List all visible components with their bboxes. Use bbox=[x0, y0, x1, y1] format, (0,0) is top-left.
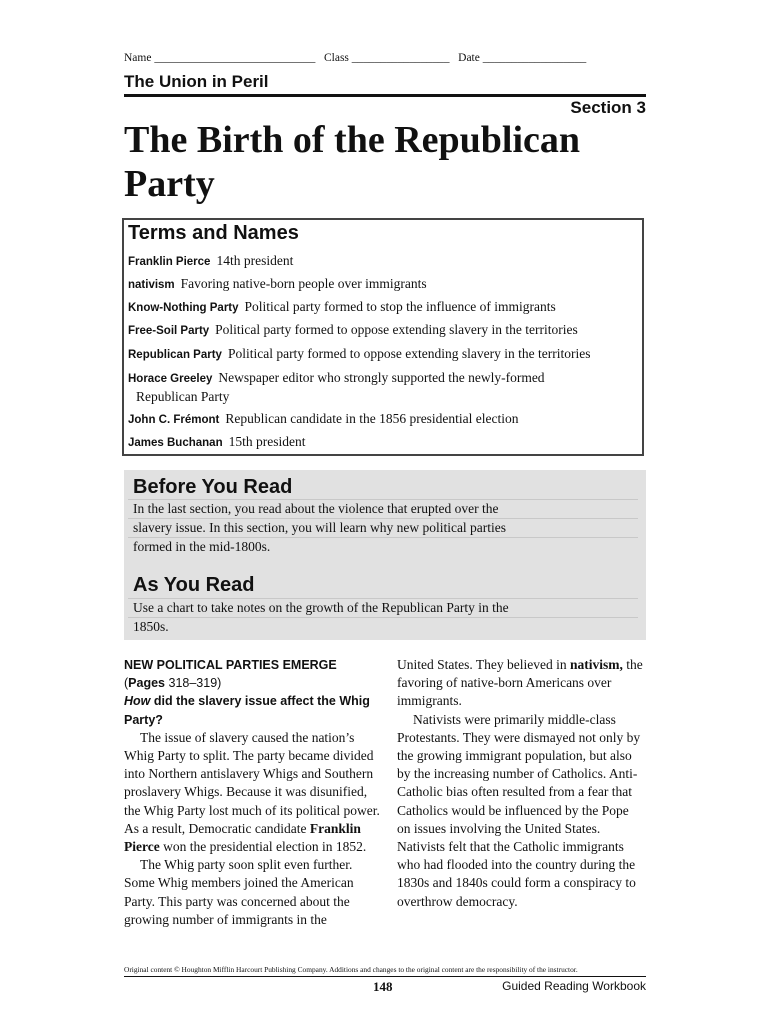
question-lead: How bbox=[124, 694, 151, 709]
section-label: Section 3 bbox=[570, 98, 646, 117]
unit-title: The Union in Peril bbox=[124, 72, 269, 91]
paragraph-text: The issue of slavery caused the nation’s Whig Party to split. The party became divided into Northern antislavery Whigs and Southern proslavery Whigs. Because it was disunified, the Whig Party lost much of its political power. As a result, Democratic candidate bbox=[124, 729, 380, 836]
paragraph-text: United States. They believed in bbox=[397, 657, 570, 672]
term-name: Free-Soil Party bbox=[128, 325, 210, 337]
class-field-label: Class _________________ bbox=[323, 52, 450, 64]
text-line: Use a chart to take notes on the growth of the Republican Party in the bbox=[133, 600, 509, 615]
term-name: Know-Nothing Party bbox=[128, 302, 239, 314]
term-free-soil-party bbox=[128, 321, 628, 340]
paragraph bbox=[124, 729, 386, 856]
title-line-1: The Birth of the Republican bbox=[124, 119, 581, 161]
term-name: John C. Frémont bbox=[128, 414, 220, 426]
page-number: 148 bbox=[373, 979, 393, 994]
key-term: Franklin Pierce bbox=[124, 820, 361, 855]
workbook-label: Guided Reading Workbook bbox=[502, 979, 646, 993]
term-know-nothing-party bbox=[128, 298, 628, 317]
paragraph: Nativists were primarily middle-class Protestants. They were dismayed not only by the growing immigrant population, but also by the increasing number of Catholics. Anti-Catholic bias often resulted from a fear that Catholics would be influenced by the Pope on issues involving the United States. Nativists felt that the Catholic immigrants who had flooded into the country during the 1830s and 1840s could form a conspiracy to overthrow democracy. bbox=[397, 711, 641, 909]
term-definition: 15th president bbox=[228, 434, 306, 449]
copyright-note: Original content © Houghton Mifflin Harcourt Publishing Company. Additions and changes to the original content are the responsibility of the instructor. bbox=[124, 965, 578, 974]
term-definition: Political party formed to stop the influence of immigrants bbox=[244, 299, 556, 314]
before-you-read-heading: Before You Read bbox=[133, 476, 293, 498]
term-name: Republican Party bbox=[128, 349, 222, 361]
term-name: Franklin Pierce bbox=[128, 256, 211, 268]
paragraph-text: the favoring of native-born Americans over immigrants. bbox=[397, 657, 643, 709]
guiding-question bbox=[124, 692, 386, 728]
header-fields bbox=[124, 52, 644, 64]
before-you-read-text bbox=[133, 499, 553, 556]
date-field-label: Date __________________ bbox=[458, 52, 587, 64]
pages-range: 318–319) bbox=[165, 676, 222, 691]
title-line-2: Party bbox=[124, 163, 215, 205]
term-republican-party bbox=[128, 345, 628, 364]
top-rule bbox=[124, 94, 646, 97]
term-definition: Political party formed to oppose extending slavery in the territories bbox=[227, 346, 591, 361]
term-james-buchanan bbox=[128, 433, 628, 452]
page-title bbox=[124, 118, 644, 206]
term-definition: Republican candidate in the 1856 presidential election bbox=[225, 411, 519, 426]
term-definition: 14th president bbox=[216, 253, 294, 268]
pages-label: Pages bbox=[128, 676, 166, 691]
term-name: James Buchanan bbox=[128, 437, 223, 449]
question-text: did the slavery issue affect the Whig Party? bbox=[124, 694, 370, 727]
term-definition: Newspaper editor who strongly supported the newly-formed bbox=[218, 370, 545, 385]
term-definition: Political party formed to oppose extending slavery in the territories bbox=[215, 322, 578, 337]
terms-heading: Terms and Names bbox=[128, 222, 299, 244]
term-definition: Favoring native-born people over immigrants bbox=[180, 276, 427, 291]
text-line: In the last section, you read about the violence that erupted over the bbox=[133, 501, 499, 516]
text-line: 1850s. bbox=[133, 619, 169, 634]
as-you-read-text bbox=[133, 598, 553, 636]
paragraph-text: won the presidential election in 1852. bbox=[159, 839, 367, 855]
right-column bbox=[397, 656, 645, 911]
term-definition-continued: Republican Party bbox=[136, 389, 230, 404]
term-horace-greeley bbox=[128, 369, 628, 406]
term-nativism bbox=[128, 275, 628, 294]
paragraph: The Whig party soon split even further. Some Whig members joined the American Party. This party was concerned about the growing number of immigrants in the bbox=[124, 857, 354, 927]
paragraph bbox=[397, 656, 645, 711]
section-heading: NEW POLITICAL PARTIES EMERGE bbox=[124, 658, 337, 672]
term-name: Horace Greeley bbox=[128, 373, 213, 385]
key-term: nativism, bbox=[569, 657, 623, 672]
pages-prefix: ( bbox=[124, 676, 129, 691]
left-column bbox=[124, 656, 386, 929]
term-john-fremont bbox=[128, 410, 628, 429]
as-you-read-heading: As You Read bbox=[133, 574, 255, 596]
term-name: nativism bbox=[128, 279, 175, 291]
bottom-rule bbox=[124, 976, 646, 977]
text-line: formed in the mid-1800s. bbox=[133, 539, 271, 554]
term-franklin-pierce bbox=[128, 252, 628, 271]
pages-reference bbox=[124, 674, 386, 692]
name-field-label: Name ____________________________ bbox=[124, 52, 316, 64]
text-line: slavery issue. In this section, you will learn why new political parties bbox=[133, 520, 507, 535]
